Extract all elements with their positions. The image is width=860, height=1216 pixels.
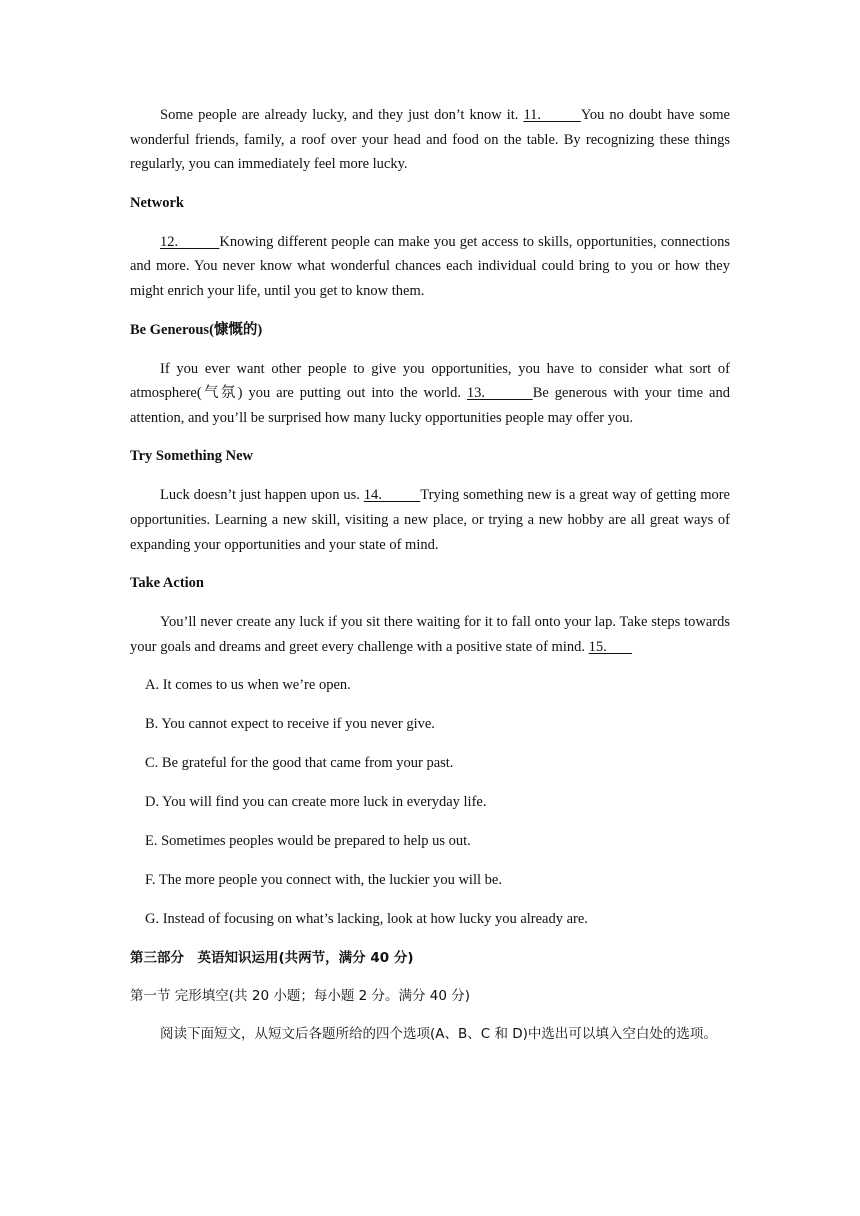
option-d: D. You will find you can create more luck in everyday life.: [145, 794, 487, 811]
intro-text-continued: You no doubt have some wonderful friends, family, a roof over your head and food on the table. By recognizing these things regularly, you can immediately feel more lucky.: [130, 107, 730, 173]
blank-13: 13.: [466, 385, 533, 402]
take-action-paragraph: [130, 610, 730, 659]
option-f: F. The more people you connect with, the luckier you will be.: [145, 872, 502, 889]
blank-15: 15.: [588, 638, 633, 655]
option-e: E. Sometimes peoples would be prepared to help us out.: [145, 833, 471, 850]
generous-text-continued: Be generous with your time and attention, and you’ll be surprised how many lucky opportunities people may offer you.: [130, 385, 730, 426]
intro-text: Some people are already lucky, and they just don’t know it.: [160, 107, 524, 123]
try-new-text: Luck doesn’t just happen upon us.: [160, 487, 364, 504]
document-page: [130, 103, 730, 1047]
cloze-instruction: 阅读下面短文，从短文后各题所给的四个选项(A、B、C 和 D)中选出可以填入空白处的选项。: [160, 1026, 717, 1043]
blank-12: 12.: [160, 233, 220, 250]
try-new-text-continued: Trying something new is a great way of getting more opportunities. Learning a new skill, visiting a new place, or trying a new hobby are all great ways of expanding your opportunities and your state of mind.: [130, 487, 730, 553]
network-paragraph: [130, 230, 730, 304]
heading-be-generous: Be Generous(慷慨的): [130, 321, 263, 338]
generous-text: If you ever want other people to give you opportunities, you have to consider what sort of atmosphere(气氛) you are putting out into the world.: [130, 360, 730, 402]
blank-11: 11.: [523, 107, 581, 123]
heading-take-action: Take Action: [130, 575, 204, 592]
network-text: Knowing different people can make you get access to skills, opportunities, connections and more. You never know what wonderful chances each individual could bring to you or how they might enrich your life, until you get to know them.: [130, 233, 730, 299]
heading-try-something-new: Try Something New: [130, 448, 253, 465]
heading-network: Network: [130, 194, 184, 211]
option-g: G. Instead of focusing on what’s lacking, look at how lucky you already are.: [145, 911, 588, 928]
section1-title: 第一节 完形填空(共 20 小题；每小题 2 分。满分 40 分): [130, 988, 471, 1005]
try-new-paragraph: [130, 483, 730, 557]
part3-title: 第三部分 英语知识运用(共两节，满分 40 分): [130, 950, 414, 967]
take-action-text: You’ll never create any luck if you sit there waiting for it to fall onto your lap. Take steps towards your goals and dreams and greet every challenge with a positive state of mind.: [130, 614, 730, 655]
option-a: A. It comes to us when we’re open.: [145, 677, 351, 694]
generous-paragraph: [130, 357, 730, 431]
intro-paragraph: [130, 103, 730, 177]
option-b: B. You cannot expect to receive if you never give.: [145, 716, 435, 733]
option-c: C. Be grateful for the good that came from your past.: [145, 755, 454, 772]
blank-14: 14.: [363, 487, 421, 504]
